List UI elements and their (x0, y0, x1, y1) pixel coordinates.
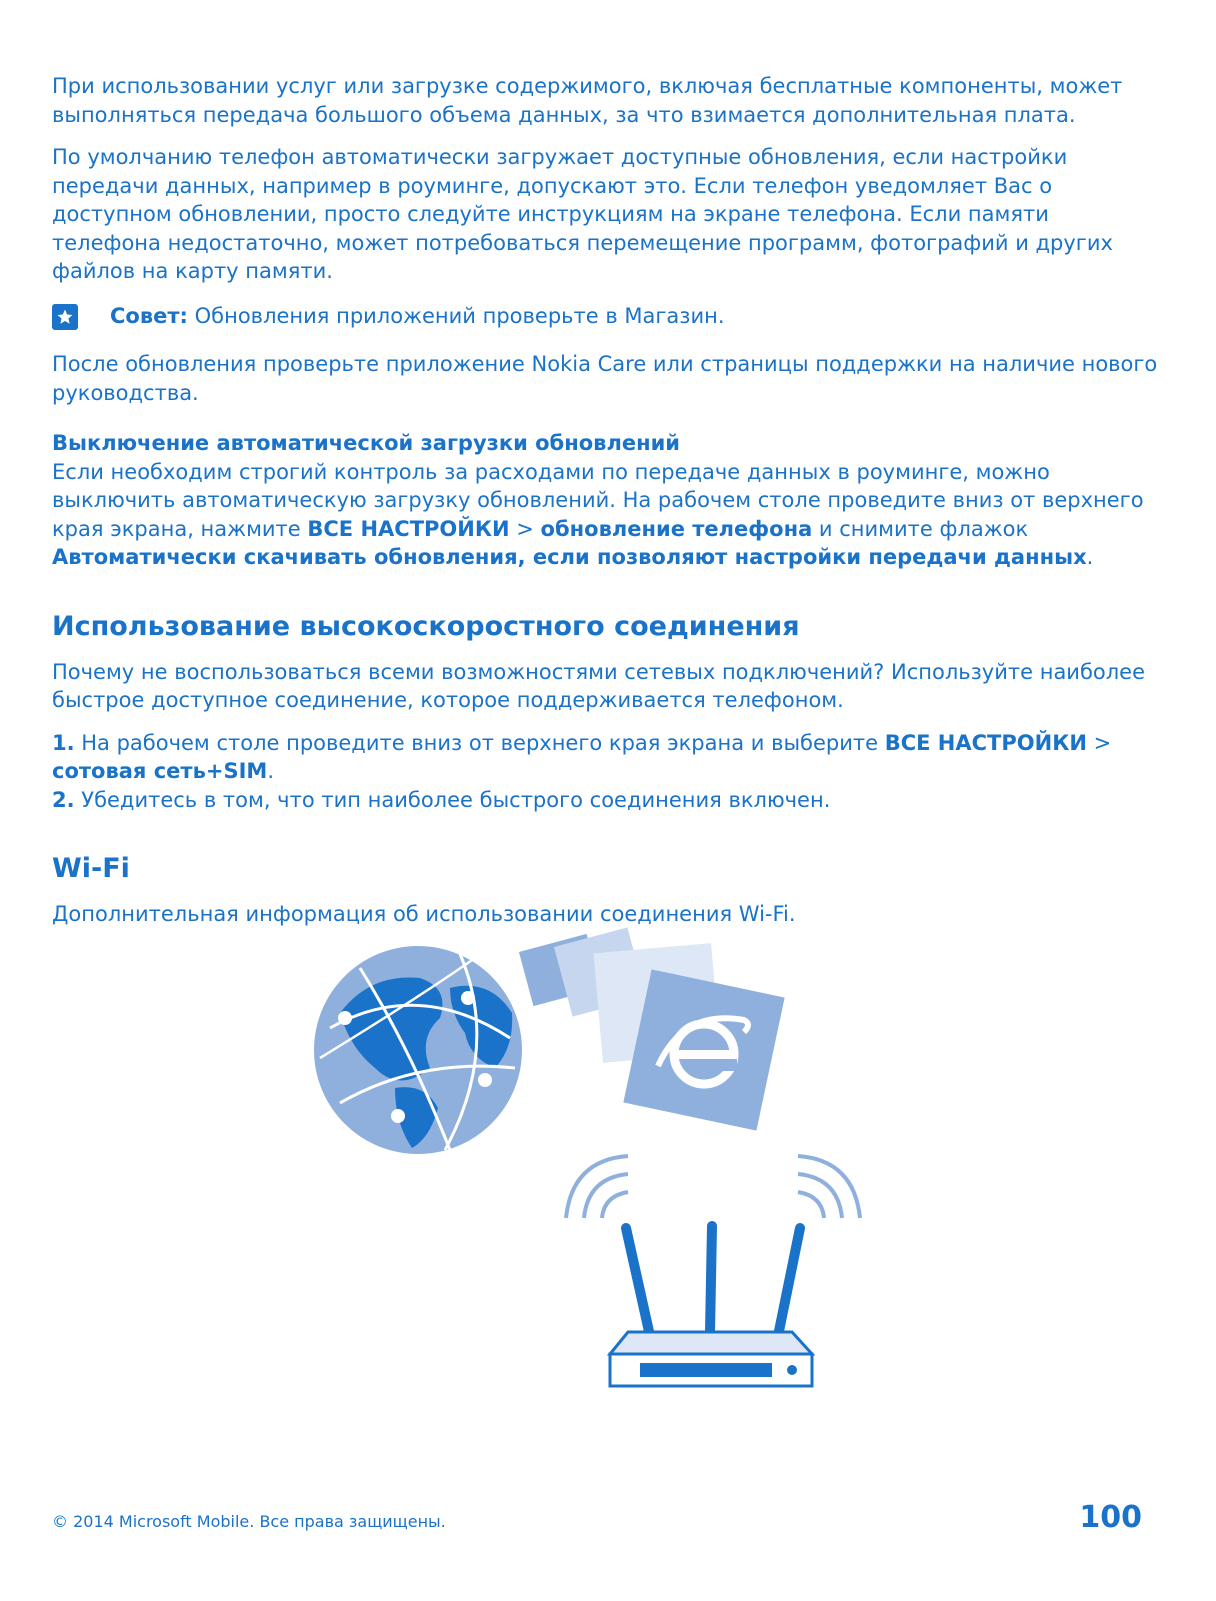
step-number: 1. (52, 730, 75, 755)
paragraph-auto-updates: По умолчанию телефон автоматически загружает доступные обновления, если настройки передачи данных, например в роуминге, допускают это. Если телефон уведомляет Вас о доступном обновлении, просто следуйте инструкциям на экране телефона. Если памяти телефона недостаточно, может потребоваться перемещение программ, фотографий и других файлов на карту памяти. (52, 145, 1113, 283)
tip-body: Обновления приложений проверьте в Магазин. (187, 303, 725, 328)
tip-block (52, 302, 1162, 331)
section-heading-high-speed: Использование высокоскоростного соединения (52, 610, 800, 642)
text-run: и снимите флажок (812, 516, 1029, 541)
footer-copyright: © 2014 Microsoft Mobile. Все права защищены. (52, 1512, 446, 1531)
paragraph-data-charges: При использовании услуг или загрузке содержимого, включая бесплатные компоненты, может выполняться передача большого объема данных, за что взимается дополнительная плата. (52, 74, 1123, 127)
tip-label: Совет: (110, 303, 188, 328)
step-2 (52, 786, 1162, 815)
step-1 (52, 729, 1162, 786)
section-heading-wifi: Wi-Fi (52, 853, 130, 884)
paragraph-high-speed-intro: Почему не воспользоваться всеми возможностями сетевых подключений? Используйте наиболее быстрое доступное соединение, которое поддерживается телефоном. (52, 659, 1146, 712)
wifi-illustration (300, 918, 900, 1393)
cellular-sim-term: сотовая сеть+SIM (52, 759, 268, 783)
auto-download-checkbox-term: Автоматически скачивать обновления, если позволяют настройки передачи данных (52, 545, 1087, 569)
text-run: Убедитесь в том, что тип наиболее быстрого соединения включен. (74, 787, 831, 812)
globe-icon (314, 946, 522, 1154)
subsection-title-auto-update: Выключение автоматической загрузки обновлений (52, 431, 681, 455)
step-number: 2. (52, 787, 75, 812)
text-run: . (267, 759, 274, 783)
text-run: > (509, 516, 541, 541)
page-content (52, 72, 1162, 929)
paragraph-wifi-intro: Дополнительная информация об использовании соединения Wi-Fi. (52, 902, 796, 926)
text-run: Если необходим строгий контроль за расходами по передаче данных в роуминге, можно выключить автоматическую загрузку обновлений. На рабочем столе проведите вниз от верхнего края экрана, нажмите (52, 459, 1144, 541)
paragraph-disable-auto-update (52, 458, 1162, 572)
browser-icon (519, 927, 785, 1130)
star-icon (52, 304, 78, 330)
text-run: > (1086, 730, 1112, 755)
all-settings-term: ВСЕ НАСТРОЙКИ (307, 516, 510, 541)
paragraph-after-update: После обновления проверьте приложение Nokia Care или страницы поддержки на наличие нового руководства. (52, 352, 1158, 405)
page-number: 100 (1079, 1500, 1142, 1535)
router-icon (566, 1156, 860, 1386)
text-run: На рабочем столе проведите вниз от верхнего края экрана и выберите (74, 730, 885, 755)
all-settings-term: ВСЕ НАСТРОЙКИ (884, 730, 1087, 755)
text-run: . (1086, 545, 1094, 569)
phone-update-term: обновление телефона (540, 516, 813, 541)
tip-text (110, 302, 725, 331)
